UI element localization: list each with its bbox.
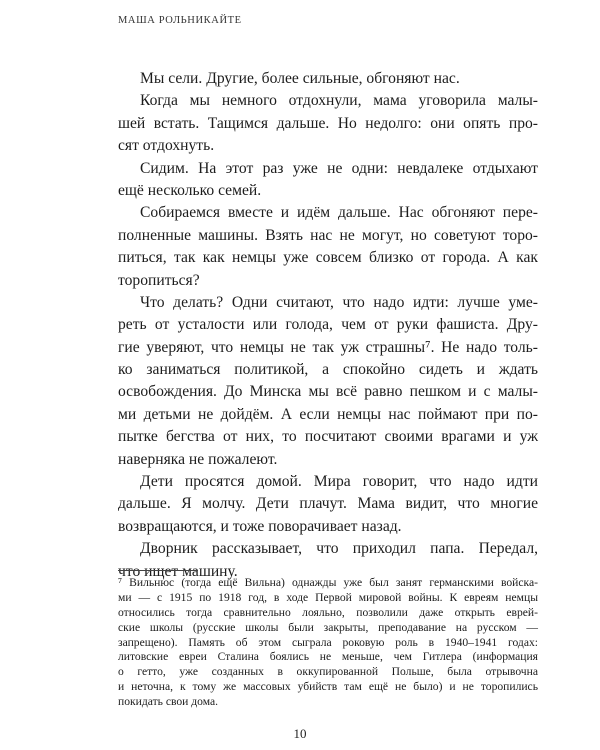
text-line: Дворник рассказывает, что приходил папа. Передал, [140, 540, 538, 558]
text-line: возвращаются, и тоже поворачивает назад. [118, 517, 402, 535]
footnote-divider [118, 570, 198, 571]
text-line: Мы сели. Другие, более сильные, обгоняют нас. [140, 70, 460, 87]
page-number: 10 [293, 726, 307, 741]
text-line: наверняка не пожалеют. [118, 450, 278, 468]
footnote-line: запрещено). Память об этом сыграла роковую роль в 1940–1941 годах: [118, 635, 538, 649]
text-line: Когда мы немного отдохнули, мама уговорила малы- [140, 92, 538, 110]
footnote-line: покидать свои дома. [118, 695, 219, 709]
text-line: Собираемся вместе и идём дальше. Нас обгоняют пере- [140, 204, 538, 222]
footnote-line: и неточна, к тому же массовых убийств там ещё не было) и не торопились [118, 680, 538, 694]
running-head: МАША РОЛЬНИКАЙТЕ [118, 15, 242, 26]
text-line: сят отдохнуть. [118, 137, 215, 155]
text-line: дальше. Я молчу. Дети плачут. Мама видит, что многие [118, 495, 538, 513]
text-line: пытке бегства от них, то посчитают своими врагами и уж [118, 428, 538, 446]
text-line: реть от усталости или голода, чем от руки фашиста. Дру- [118, 316, 538, 334]
text-line: полненные машины. Взять нас не могут, но советуют торо- [118, 226, 538, 244]
text-line: гие уверяют, что немцы не так уж страшны⁷. Не надо толь- [118, 338, 538, 356]
footnote-line: ⁷ Вильнюс (тогда ещё Вильна) однажды уже был занят германскими войска- [118, 576, 538, 589]
footnote-line: относились тогда сравнительно лояльно, позволили даже открыть еврей- [118, 605, 538, 619]
text-line: торопиться? [118, 271, 200, 289]
text-line: ми детьми не дойдём. А если немцы нас поймают при по- [118, 405, 538, 423]
footnote-line: ские школы (русские школы были закрыты, преподавание на русском — [118, 620, 538, 634]
text-line: освобождения. До Минска мы всё равно пешком и с малы- [118, 383, 538, 401]
text-line: ещё несколько семей. [118, 181, 262, 199]
main-text [118, 68, 538, 583]
footnote-line: о гетто, уже созданных в оккупированной Польше, была отрывочна [118, 665, 538, 679]
text-line: питься, так как немцы уже совсем близко от города. А как [118, 249, 538, 267]
text-line: ко заниматься политикой, а спокойно сидеть и ждать [118, 361, 538, 379]
footnote-line: литовские евреи Сталина боялись не меньше, чем Гитлера (информация [118, 650, 538, 664]
text-line: Сидим. На этот раз уже не одни: невдалеке отдыхают [140, 159, 538, 177]
text-line: что ищет машину. [118, 562, 238, 580]
footnote-line: ми — с 1915 по 1918 год, в ходе Первой мировой войны. К евреям немцы [118, 590, 538, 604]
text-line: шей встать. Тащимся дальше. Но недолго: они опять про- [118, 114, 538, 132]
footnote [118, 576, 538, 710]
text-line: Дети просятся домой. Мира говорит, что надо идти [140, 473, 538, 491]
text-line: Что делать? Одни считают, что надо идти: лучше уме- [140, 293, 538, 311]
